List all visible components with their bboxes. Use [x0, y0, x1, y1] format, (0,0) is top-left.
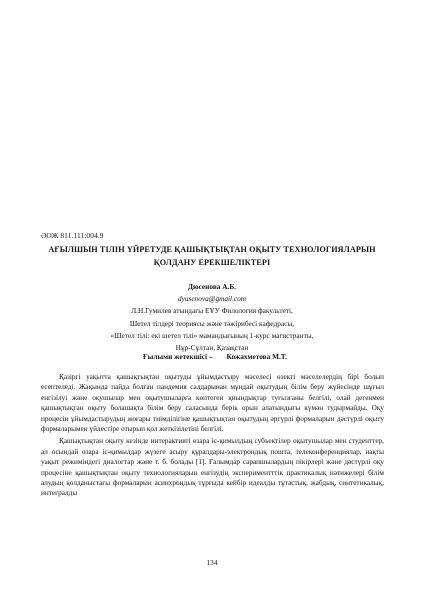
body-paragraph: Қазіргі уақытта қашықтықтан оқытуды ұйымдастыру мәселесі өзекті мәселелердің бірі болып есептеледі. Жақында пайда болған пандемия салдарынан мұндай оқытудың білім беру жүйесінде шұғыл енгізілуі және оқушылар мен оқытушыларға көптеген қиындықтар туғызғаны белгілі, олай дегенмен қашықтықтан оқыту болашақта білім беру саласында берік орын алатындығы күмән тудырмайды. Оқу процесін ұйымдастырудың жоғары тиімділігіне қашықтықтан оқытудың әртүрлі формаларын дәстүрлі оқыту формаларымен үйлестіре отырып қол жеткізілетіні белгілі.	[41, 373, 384, 434]
article-title	[30, 243, 394, 269]
title-line-1: АҒЫЛШЫН ТІЛІН ҮЙРЕТУДЕ ҚАШЫҚТЫҚТАН ОҚЫТУ ТЕХНОЛОГИЯЛАРЫН	[48, 245, 376, 254]
article-body	[41, 372, 384, 501]
author-email: dyusenova@gmail.com	[177, 294, 247, 304]
author-block	[110, 281, 314, 354]
body-paragraph: Қашықтықтан оқыту кезінде интерактивті өзара іс-қимылдың субъектілер оқытушылар мен студенттер, ал осындай өзара іс-қимылдар жүзеге асыру құралдары-электрондық пошта, телеконференциялар, нақты уақыт режиміндегі диалогтар және т. б. болады [1]. Ғалымдар сарапшылардың пікірлері және дәстүрлі оқу процесіне қашықтықтан оқыту технологияларын енгізудің экспериментттік практикалық нәтижелері білім алудың қолданыстағы формаларын асинхрондық тұрғыда кейбір идеалды тұтастық, жабдық, синтетикалық, интегралды	[41, 437, 384, 498]
page-number: 134	[206, 558, 218, 567]
udc-code: ӘОЖ 811.111:004.9	[41, 231, 104, 240]
author-name: Дюсенова А.Б.	[188, 282, 236, 291]
author-affiliation-3: «Шетел тілі: екі шетел тілі» мамандығының 1-курс магистранты,	[110, 330, 314, 340]
author-affiliation-2: Шетел тілдері теориясы және тәжірибесі кафедрасы,	[129, 318, 295, 328]
supervisor-name: Кожахметова М.Т.	[226, 352, 287, 361]
title-line-2: ҚОЛДАНУ ЕРЕКШЕЛІКТЕРІ	[153, 258, 271, 267]
supervisor-label: Ғылыми жетекшісі –	[143, 352, 213, 361]
author-affiliation-1: Л.Н.Гумилев атындағы ЕҰУ Филология факультеті,	[131, 306, 293, 316]
supervisor-line	[143, 352, 287, 361]
author-location: Нұр-Сұлтан, Қазақстан	[175, 343, 249, 353]
